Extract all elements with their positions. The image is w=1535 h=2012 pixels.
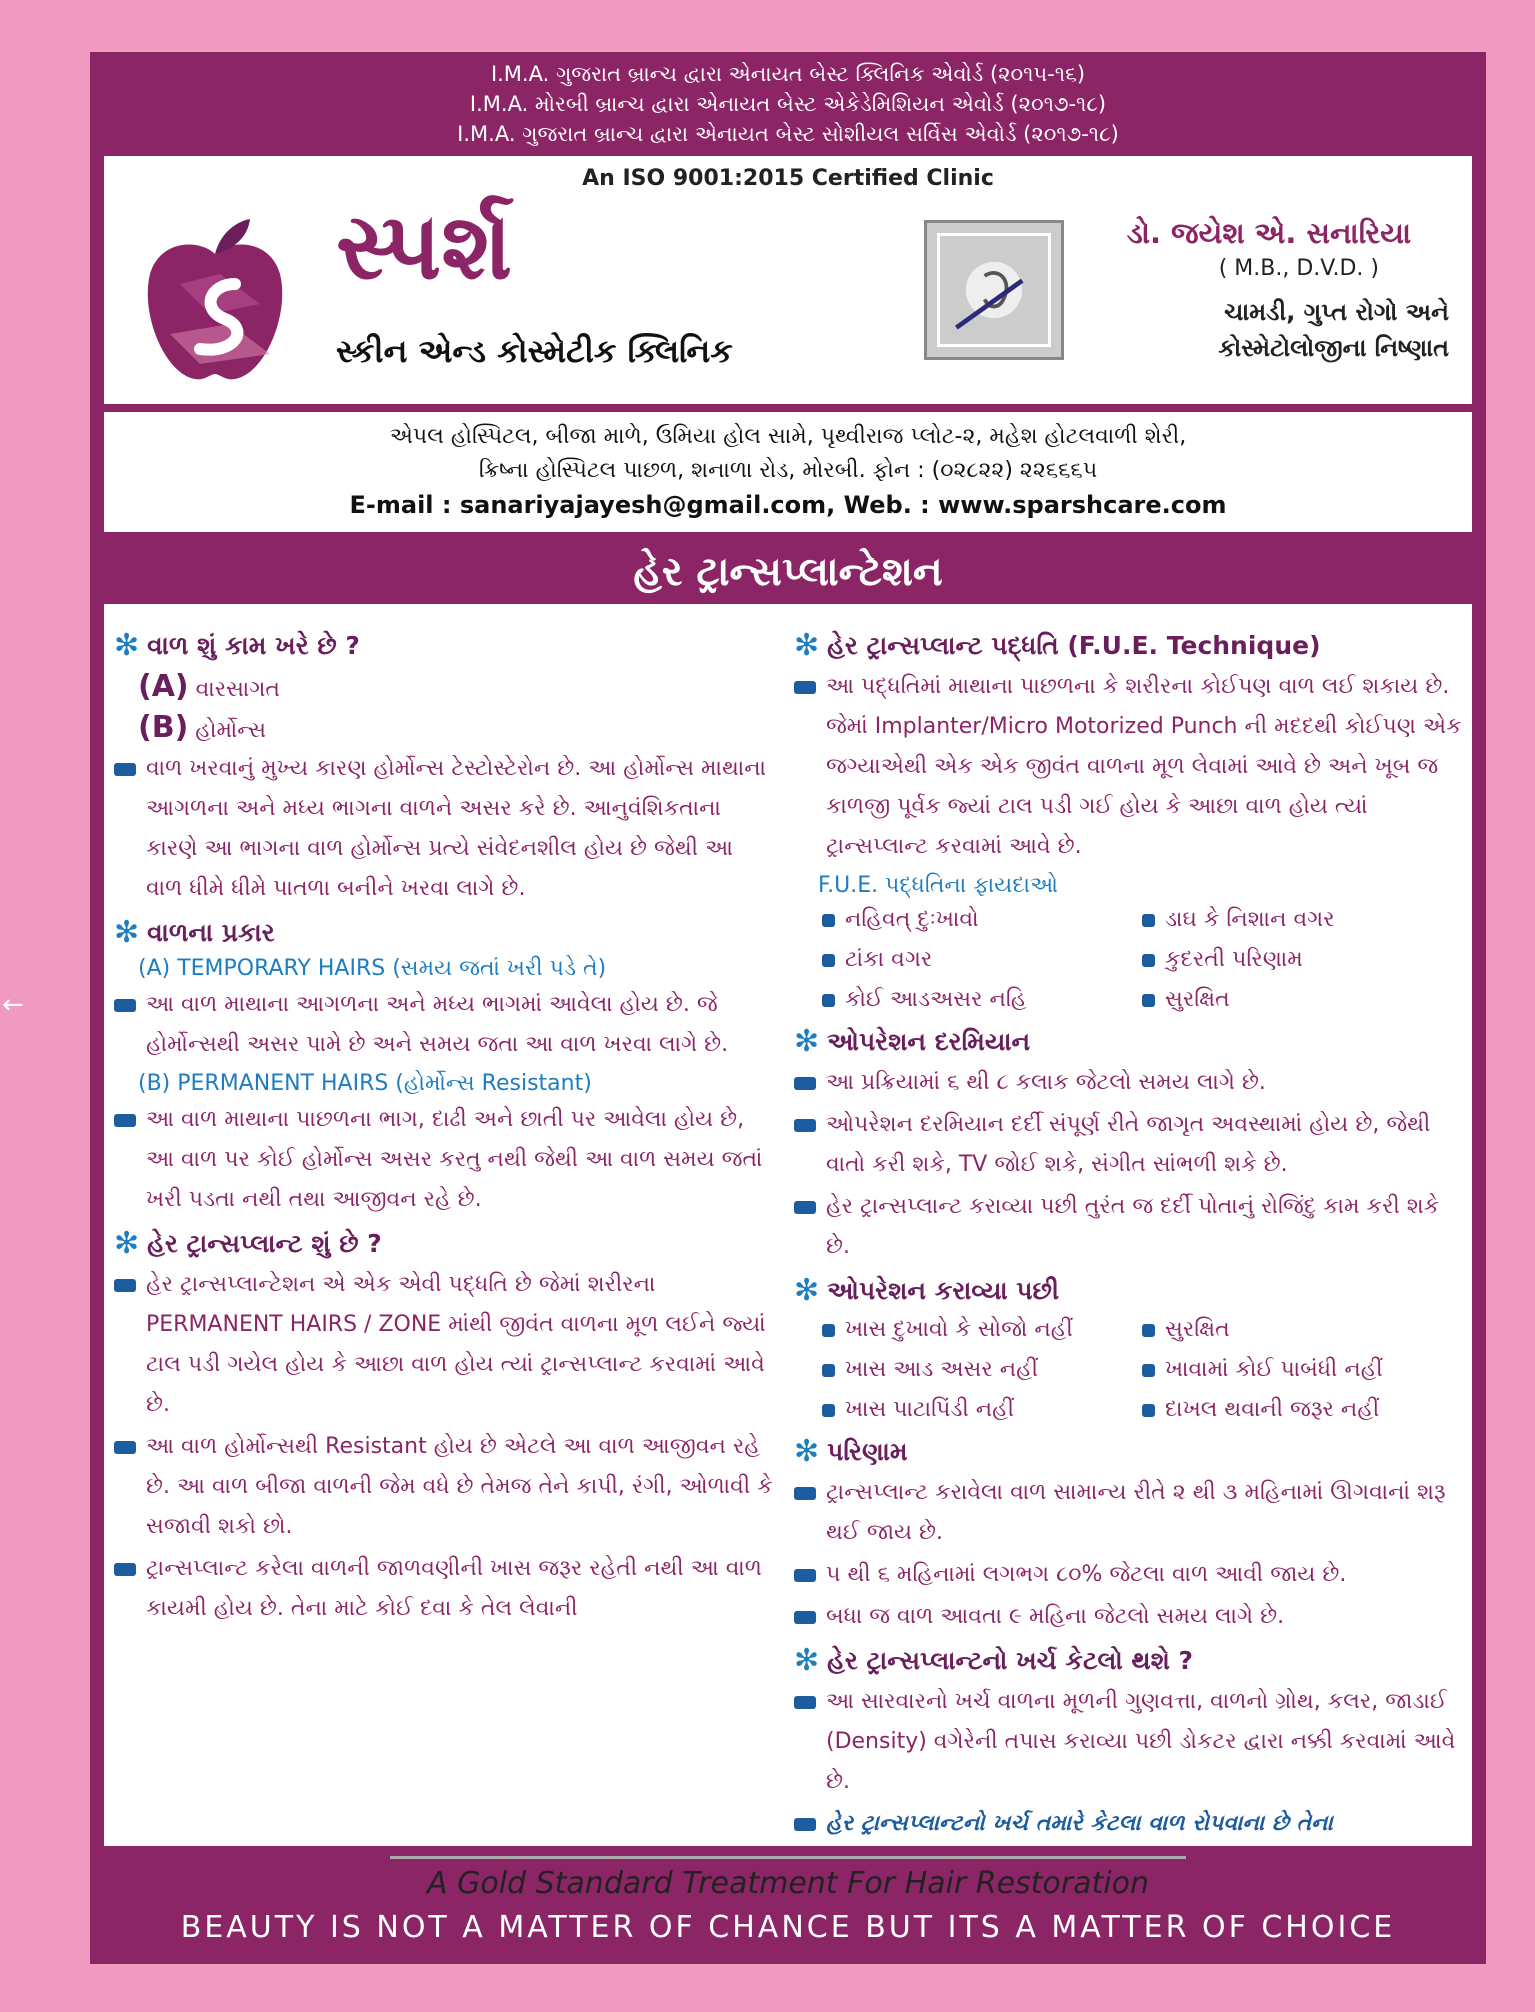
asterisk-icon: ✻ (794, 1273, 820, 1308)
bullet-icon (822, 954, 835, 967)
paragraph: ટ્રાન્સપ્લાન્ટ કરેલા વાળની જાળવણીની ખાસ જરૂર રહેતી નથી આ વાળ કાયમી હોય છે. તેના માટે કોઈ દવા કે તેલ લેવાની (114, 1549, 774, 1629)
paragraph: ઓપરેશન દરમિયાન દર્દી સંપૂર્ણ રીતે જાગૃત અવસ્થામાં હોય છે, જેથી વાતો કરી શકે, TV જોઈ શકે, સંગીત સાંભળી શકે છે. (794, 1105, 1462, 1185)
address-line: ક્રિષ્ના હોસ્પિટલ પાછળ, શનાળા રોડ, મોરબી. ફોન : (૦૨૮૨૨) ૨૨૬૬૬૫ (478, 458, 1098, 483)
asterisk-icon: ✻ (114, 628, 140, 663)
list-item: ટાંકા વગર (822, 942, 1142, 978)
section-heading: ✻ વાળના પ્રકાર (114, 915, 275, 950)
section-heading: ✻ વાળ શું કામ ખરે છે ? (114, 628, 360, 663)
left-column (114, 622, 774, 1631)
bullet-icon (794, 1611, 816, 1624)
bullet-icon (822, 1324, 835, 1337)
list-item: દાખલ થવાની જરૂર નહીં (1142, 1392, 1462, 1428)
content-body (104, 604, 1472, 1846)
bullet-icon (794, 681, 816, 694)
bullet-icon (114, 1441, 136, 1454)
bullet-icon (794, 1696, 816, 1709)
list-item: કુદરતી પરિણામ (1142, 942, 1462, 978)
cause-item: (A) વારસાગત (138, 669, 280, 704)
brand-subtitle: સ્કીન એન્ડ કોસ્મેટીક ક્લિનિક (336, 332, 733, 370)
awards-banner (90, 52, 1486, 156)
section-heading: ✻ હેર ટ્રાન્સપ્લાન્ટનો ખર્ચ કેટલો થશે ? (794, 1643, 1194, 1678)
paragraph: આ સારવારનો ખર્ચ વાળના મૂળની ગુણવત્તા, વાળનો ગ્રોથ, કલર, જાડાઈ (Density) વગેરેની તપાસ કરાવ્યા પછી ડોકટર દ્વારા નક્કી કરવામાં આવે છે. (794, 1682, 1462, 1802)
asterisk-icon: ✻ (114, 915, 140, 950)
list-item: કોઈ આડઅસર નહિ (822, 982, 1142, 1018)
doctor-logo-icon (924, 220, 1064, 360)
specialty-line: કોસ્મેટોલોજીના નિષ્ણાત (1218, 334, 1449, 362)
subheading: (A) TEMPORARY HAIRS (સમય જતાં ખરી પડે તે) (138, 956, 607, 981)
paragraph: બધા જ વાળ આવતા ૯ મહિના જેટલો સમય લાગે છે. (794, 1597, 1462, 1637)
asterisk-icon: ✻ (794, 1024, 820, 1059)
bullet-icon (114, 763, 136, 776)
clinic-header (104, 156, 1472, 404)
asterisk-icon: ✻ (794, 1434, 820, 1469)
apple-logo-icon (140, 214, 290, 384)
paragraph: હેર ટ્રાન્સપ્લાન્ટેશન એ એક એવી પદ્ધતિ છે જેમાં શરીરના PERMANENT HAIRS / ZONE માંથી જીવંત વાળના મૂળ લઈને જ્યાં ટાલ પડી ગયેલ હોય કે આછા વાળ હોય ત્યાં ટ્રાન્સપ્લાન્ટ કરવામાં આવે છે. (114, 1265, 774, 1425)
address-block (104, 412, 1472, 532)
paragraph: આ વાળ હોર્મોન્સથી Resistant હોય છે એટલે આ વાળ આજીવન રહે છે. આ વાળ બીજા વાળની જેમ વધે છે તેમજ તેને કાપી, રંગી, ઓળાવી કે સજાવી શકો છો. (114, 1427, 774, 1547)
section-heading: ✻ પરિણામ (794, 1434, 908, 1469)
paragraph: વાળ ખરવાનું મુખ્ય કારણ હોર્મોન્સ ટેસ્ટોસ્ટેરોન છે. આ હોર્મોન્સ માથાના આગળના અને મધ્ય ભાગના વાળને અસર કરે છે. આનુવંશિકતાના કારણે આ ભાગના વાળ હોર્મોન્સ પ્રત્યે સંવેદનશીલ હોય છે જેથી આ વાળ ધીમે ધીમે પાતળા બનીને ખરવા લાગે છે. (114, 749, 774, 909)
bullet-icon (794, 1487, 816, 1500)
page-title: હેર ટ્રાન્સપ્લાન્ટેશન (104, 540, 1472, 604)
asterisk-icon: ✻ (794, 1643, 820, 1678)
bullet-icon (1142, 994, 1155, 1007)
list-item: સુરક્ષિત (1142, 982, 1462, 1018)
paragraph: હેર ટ્રાન્સપ્લાન્ટ કરાવ્યા પછી તુરંત જ દર્દી પોતાનું રોજિંદુ કામ કરી શકે છે. (794, 1187, 1462, 1267)
bullet-icon (794, 1077, 816, 1090)
doctor-specialty (1079, 294, 1459, 366)
left-arrow-icon: ← (2, 990, 24, 1020)
doctor-name: ડો. જયેશ એ. સનારિયા (1126, 216, 1412, 250)
paragraph: આ પદ્ધતિમાં માથાના પાછળના કે શરીરના કોઈપણ વાળ લઈ શકાય છે. જેમાં Implanter/Micro Motorized Punch ની મદદથી કોઈપણ એક જગ્યાએથી એક એક જીવંત વાળના મૂળ લેવામાં આવે છે અને ખૂબ જ કાળજી પૂર્વક જ્યાં ટાલ પડી ગઈ હોય કે આછા વાળ હોય ત્યાં ટ્રાન્સપ્લાન્ટ કરવામાં આવે છે. (794, 667, 1462, 867)
award-line: I.M.A. મોરબી બ્રાન્ચ દ્વારા એનાયત બેસ્ટ એકેડેમિશિયન એવોર્ડ (૨૦૧૭-૧૮) (469, 92, 1107, 116)
list-item: સુરક્ષિત (1142, 1312, 1462, 1348)
bullet-icon (822, 914, 835, 927)
divider (390, 1856, 1186, 1859)
paragraph: ૫ થી ૬ મહિનામાં લગભગ ૮૦% જેટલા વાળ આવી જાય છે. (794, 1555, 1462, 1595)
iso-certification: An ISO 9001:2015 Certified Clinic (582, 166, 994, 191)
list-item: નહિવત્ દુઃખાવો (822, 902, 1142, 938)
brand-name: સ્પર્શ (336, 193, 513, 300)
bullet-icon (794, 1569, 816, 1582)
subheading: F.U.E. પદ્ધતિના ફાયદાઓ (818, 873, 1058, 898)
section-heading: ✻ ઓપરેશન દરમિયાન (794, 1024, 1031, 1059)
bullet-icon (114, 999, 136, 1012)
paragraph: આ વાળ માથાના પાછળના ભાગ, દાઢી અને છાતી પર આવેલા હોય છે, આ વાળ પર કોઈ હોર્મોન્સ અસર કરતુ નથી જેથી આ વાળ સમય જતાં ખરી પડતા નથી તથા આજીવન રહે છે. (114, 1100, 774, 1220)
right-column (794, 622, 1462, 1846)
bullet-icon (822, 1404, 835, 1417)
bullet-icon (822, 1364, 835, 1377)
bullet-icon (1142, 1324, 1155, 1337)
paragraph: ટ્રાન્સપ્લાન્ટ કરાવેલા વાળ સામાન્ય રીતે ૨ થી ૩ મહિનામાં ઊગવાનાં શરૂ થઈ જાય છે. (794, 1473, 1462, 1553)
list-item: ખાવામાં કોઈ પાબંધી નહીં (1142, 1352, 1462, 1388)
award-line: I.M.A. ગુજરાત બ્રાન્ચ દ્વારા એનાયત બેસ્ટ ક્લિનિક એવોર્ડ (૨૦૧૫-૧૬) (490, 62, 1086, 86)
subheading: (B) PERMANENT HAIRS (હોર્મોન્સ Resistant) (138, 1071, 592, 1096)
bullet-icon (114, 1279, 136, 1292)
doctor-degree: ( M.B., D.V.D. ) (1218, 256, 1379, 281)
bullet-icon (1142, 954, 1155, 967)
paragraph: હેર ટ્રાન્સપ્લાન્ટનો ખર્ચ તમારે કેટલા વાળ રોપવાના છે તેના (794, 1804, 1462, 1844)
benefits-list (822, 902, 1462, 1018)
list-item: ખાસ આડ અસર નહીં (822, 1352, 1142, 1388)
paragraph: આ વાળ માથાના આગળના અને મધ્ય ભાગમાં આવેલા હોય છે. જે હોર્મોન્સથી અસર પામે છે અને સમય જતા આ વાળ ખરવા લાગે છે. (114, 985, 774, 1065)
contact-line[interactable]: E-mail : sanariyajayesh@gmail.com, Web. : www.sparshcare.com (349, 491, 1227, 519)
bullet-icon (114, 1114, 136, 1127)
tagline: A Gold Standard Treatment For Hair Restoration (427, 1866, 1149, 1901)
asterisk-icon: ✻ (794, 628, 820, 663)
list-item: ખાસ પાટાપિંડી નહીં (822, 1392, 1142, 1428)
asterisk-icon: ✻ (114, 1226, 140, 1261)
award-line: I.M.A. ગુજરાત બ્રાન્ચ દ્વારા એનાયત બેસ્ટ સોશીયલ સર્વિસ એવોર્ડ (૨૦૧૭-૧૮) (457, 122, 1119, 146)
paragraph: આ પ્રક્રિયામાં ૬ થી ૮ કલાક જેટલો સમય લાગે છે. (794, 1063, 1462, 1103)
bullet-icon (794, 1201, 816, 1214)
bullet-icon (1142, 1364, 1155, 1377)
cause-item: (B) હોર્મોન્સ (138, 710, 267, 745)
bullet-icon (794, 1818, 816, 1831)
section-heading: ✻ ઓપરેશન કરાવ્યા પછી (794, 1273, 1059, 1308)
list-item: ખાસ દુખાવો કે સોજો નહીં (822, 1312, 1142, 1348)
address-line: એપલ હોસ્પિટલ, બીજા માળે, ઉમિયા હોલ સામે, પૃથ્વીરાજ પ્લોટ-૨, મહેશ હોટલવાળી શેરી, (389, 424, 1187, 449)
bullet-icon (822, 994, 835, 1007)
bullet-icon (114, 1563, 136, 1576)
bullet-icon (1142, 1404, 1155, 1417)
section-heading: ✻ હેર ટ્રાન્સપ્લાન્ટ શું છે ? (114, 1226, 382, 1261)
footer-slogan: BEAUTY IS NOT A MATTER OF CHANCE BUT ITS A MATTER OF CHOICE (180, 1910, 1396, 1945)
after-list (822, 1312, 1462, 1428)
section-heading: ✻ હેર ટ્રાન્સપ્લાન્ટ પદ્ધતિ (F.U.E. Technique) (794, 628, 1321, 663)
specialty-line: ચામડી, ગુપ્ત રોગો અને (1224, 298, 1449, 326)
list-item: ડાઘ કે નિશાન વગર (1142, 902, 1462, 938)
bullet-icon (794, 1119, 816, 1132)
bullet-icon (1142, 914, 1155, 927)
